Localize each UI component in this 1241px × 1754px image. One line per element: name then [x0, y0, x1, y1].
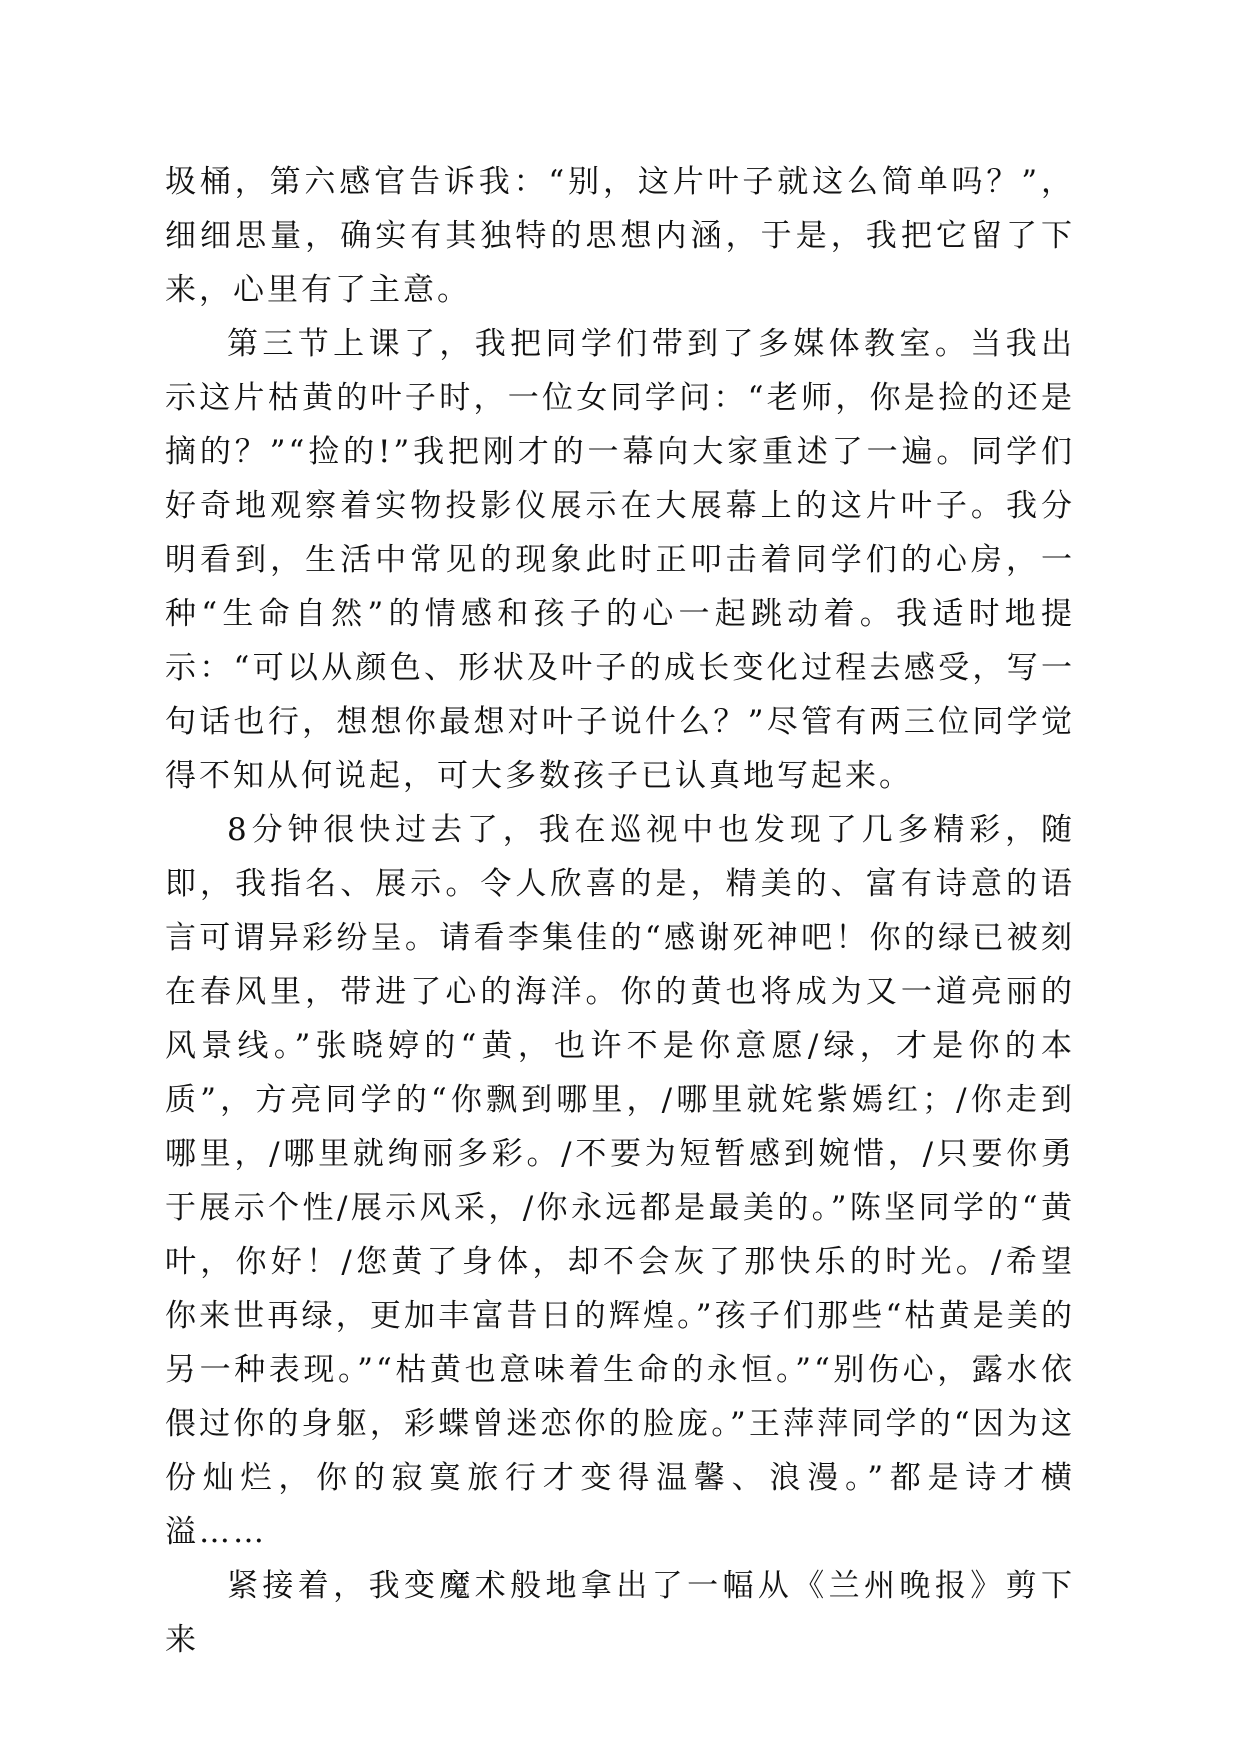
paragraph-4: 紧接着，我变魔术般地拿出了一幅从《兰州晚报》剪下来 [165, 1568, 1075, 1658]
document-body [165, 155, 1075, 1667]
paragraph-2: 第三节上课了，我把同学们带到了多媒体教室。当我出示这片枯黄的叶子时，一位女同学问：“老师，你是捡的还是摘的？”“捡的!”我把刚才的一幕向大家重述了一遍。同学们好奇地观察着实物投影仪展示在大展幕上的这片叶子。我分明看到，生活中常见的现象此时正叩击着同学们的心房，一种“生命自然”的情感和孩子的心一起跳动着。我适时地提示：“可以从颜色、形状及叶子的成长变化过程去感受，写一句话也行，想想你最想对叶子说什么？”尽管有两三位同学觉得不知从何说起，可大多数孩子已认真地写起来。 [165, 326, 1075, 794]
paragraph-1: 圾桶，第六感官告诉我：“别，这片叶子就这么简单吗？”，细细思量，确实有其独特的思想内涵，于是，我把它留了下来，心里有了主意。 [165, 164, 1075, 308]
paragraph-3: 8分钟很快过去了，我在巡视中也发现了几多精彩，随即，我指名、展示。令人欣喜的是，精美的、富有诗意的语言可谓异彩纷呈。请看李集佳的“感谢死神吧！你的绿已被刻在春风里，带进了心的海洋。你的黄也将成为又一道亮丽的风景线。”张晓婷的“黄，也许不是你意愿/绿，才是你的本质”，方亮同学的“你飘到哪里，/哪里就姹紫嫣红；/你走到哪里，/哪里就绚丽多彩。/不要为短暂感到婉惜，/只要你勇于展示个性/展示风采，/你永远都是最美的。”陈坚同学的“黄叶，你好！/您黄了身体，却不会灰了那快乐的时光。/希望你来世再绿，更加丰富昔日的辉煌。”孩子们那些“枯黄是美的另一种表现。”“枯黄也意味着生命的永恒。”“别伤心，露水依偎过你的身躯，彩蝶曾迷恋你的脸庞。”王萍萍同学的“因为这份灿烂，你的寂寞旅行才变得温馨、浪漫。”都是诗才横溢…… [165, 812, 1075, 1550]
